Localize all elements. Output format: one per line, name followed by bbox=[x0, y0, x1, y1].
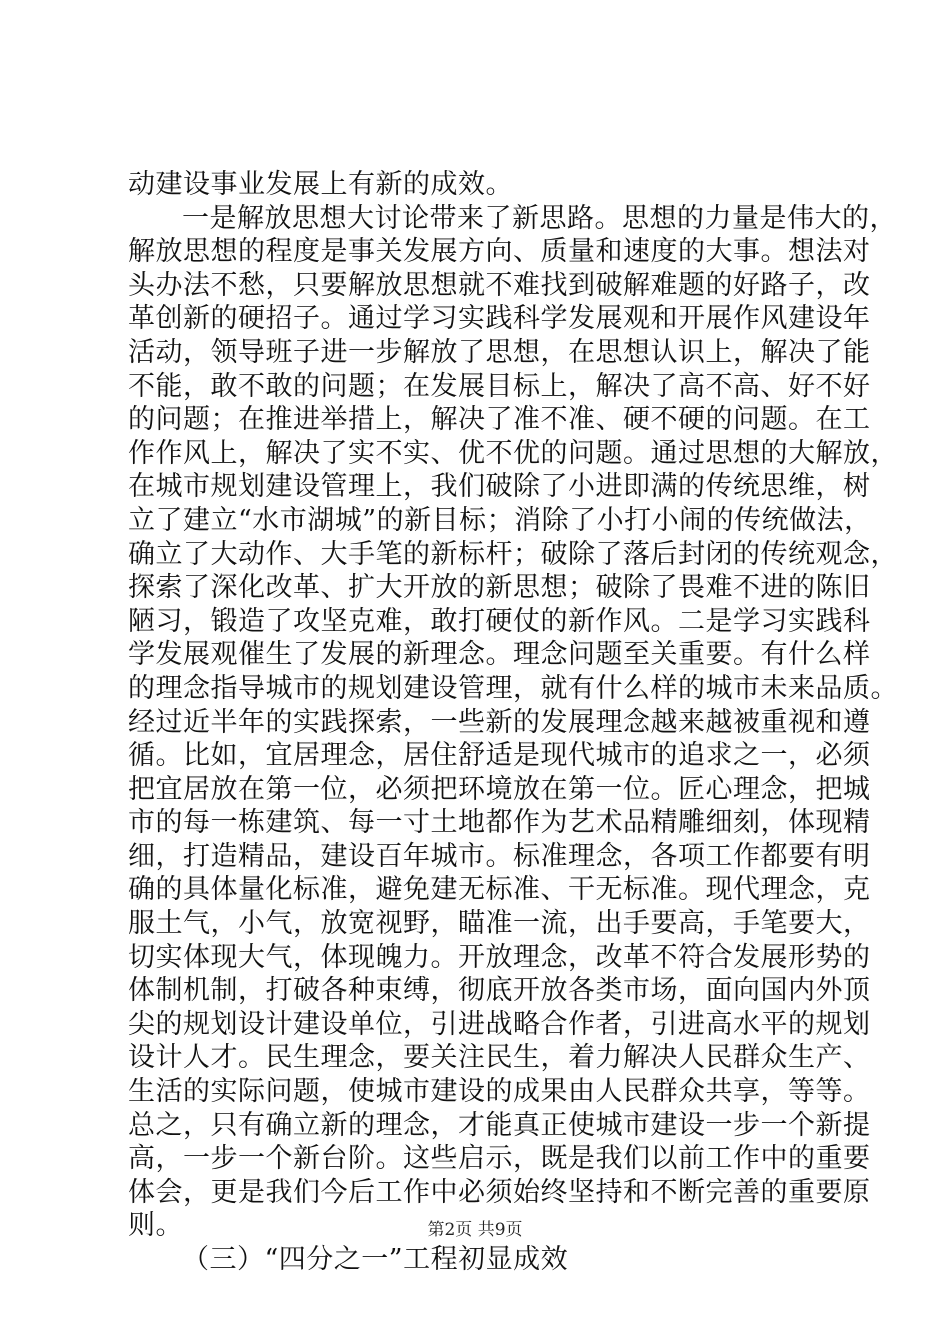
paragraph-line: 不能，敢不敢的问题；在发展目标上，解决了高不高、好不好 bbox=[128, 370, 871, 402]
paragraph-line: 在城市规划建设管理上，我们破除了小进即满的传统思维，树 bbox=[128, 471, 871, 503]
paragraph-line: 把宜居放在第一位，必须把环境放在第一位。匠心理念，把城 bbox=[128, 773, 871, 805]
paragraph-line: 则。 bbox=[128, 1210, 183, 1242]
paragraph-line: 的理念指导城市的规划建设管理，就有什么样的城市未来品质。 bbox=[128, 672, 898, 704]
paragraph-line: 细，打造精品，建设百年城市。标准理念，各项工作都要有明 bbox=[128, 840, 871, 872]
paragraph-line: 陋习，锻造了攻坚克难，敢打硬仗的新作风。二是学习实践科 bbox=[128, 605, 871, 637]
paragraph-line: 的问题；在推进举措上，解决了准不准、硬不硬的问题。在工 bbox=[128, 404, 871, 436]
paragraph-line: 一是解放思想大讨论带来了新思路。思想的力量是伟大的， bbox=[182, 202, 897, 234]
paragraph-line: 动建设事业发展上有新的成效。 bbox=[128, 169, 513, 200]
paragraph-line: 尖的规划设计建设单位，引进战略合作者，引进高水平的规划 bbox=[128, 1008, 871, 1040]
paragraph-line: 循。比如，宜居理念，居住舒适是现代城市的追求之一，必须 bbox=[128, 740, 871, 772]
paragraph-line: 解放思想的程度是事关发展方向、质量和速度的大事。想法对 bbox=[128, 236, 871, 268]
paragraph-line: 头办法不愁，只要解放思想就不难找到破解难题的好路子，改 bbox=[128, 269, 871, 301]
paragraph-line: 服土气，小气，放宽视野，瞄准一流，出手要高，手笔要大， bbox=[128, 908, 871, 940]
paragraph-line: 切实体现大气，体现魄力。开放理念，改革不符合发展形势的 bbox=[128, 941, 871, 973]
paragraph-line: 确立了大动作、大手笔的新标杆；破除了落后封闭的传统观念， bbox=[128, 538, 898, 570]
paragraph-line: 活动，领导班子进一步解放了思想，在思想认识上，解决了能 bbox=[128, 336, 871, 368]
paragraph-line: 革创新的硬招子。通过学习实践科学发展观和开展作风建设年 bbox=[128, 303, 871, 335]
paragraph-line: 体会，更是我们今后工作中必须始终坚持和不断完善的重要原 bbox=[128, 1176, 871, 1208]
paragraph-line: 探索了深化改革、扩大开放的新思想；破除了畏难不进的陈旧 bbox=[128, 572, 871, 604]
paragraph-line: 设计人才。民生理念，要关注民生，着力解决人民群众生产、 bbox=[128, 1042, 871, 1074]
paragraph-line: 生活的实际问题，使城市建设的成果由人民群众共享，等等。 bbox=[128, 1076, 871, 1108]
paragraph-line: 经过近半年的实践探索，一些新的发展理念越来越被重视和遵 bbox=[128, 706, 871, 738]
paragraph-line: 高，一步一个新台阶。这些启示，既是我们以前工作中的重要 bbox=[128, 1143, 871, 1175]
paragraph-line: 体制机制，打破各种束缚，彻底开放各类市场，面向国内外顶 bbox=[128, 975, 871, 1007]
paragraph-line: 市的每一栋建筑、每一寸土地都作为艺术品精雕细刻，体现精 bbox=[128, 807, 871, 839]
paragraph-line: 学发展观催生了发展的新理念。理念问题至关重要。有什么样 bbox=[128, 639, 871, 671]
paragraph-line: 确的具体量化标准，避免建无标准、干无标准。现代理念，克 bbox=[128, 874, 871, 906]
document-body bbox=[128, 168, 898, 1277]
page-footer: 第2页 共9页 bbox=[427, 1220, 523, 1240]
paragraph-line: 立了建立“水市湖城”的新目标；消除了小打小闹的传统做法， bbox=[128, 504, 872, 536]
paragraph-line: 作作风上，解决了实不实、优不优的问题。通过思想的大解放， bbox=[128, 437, 898, 469]
section-heading: （三）“四分之一”工程初显成效 bbox=[182, 1244, 569, 1275]
paragraph-line: 总之，只有确立新的理念，才能真正使城市建设一步一个新提 bbox=[128, 1109, 871, 1141]
